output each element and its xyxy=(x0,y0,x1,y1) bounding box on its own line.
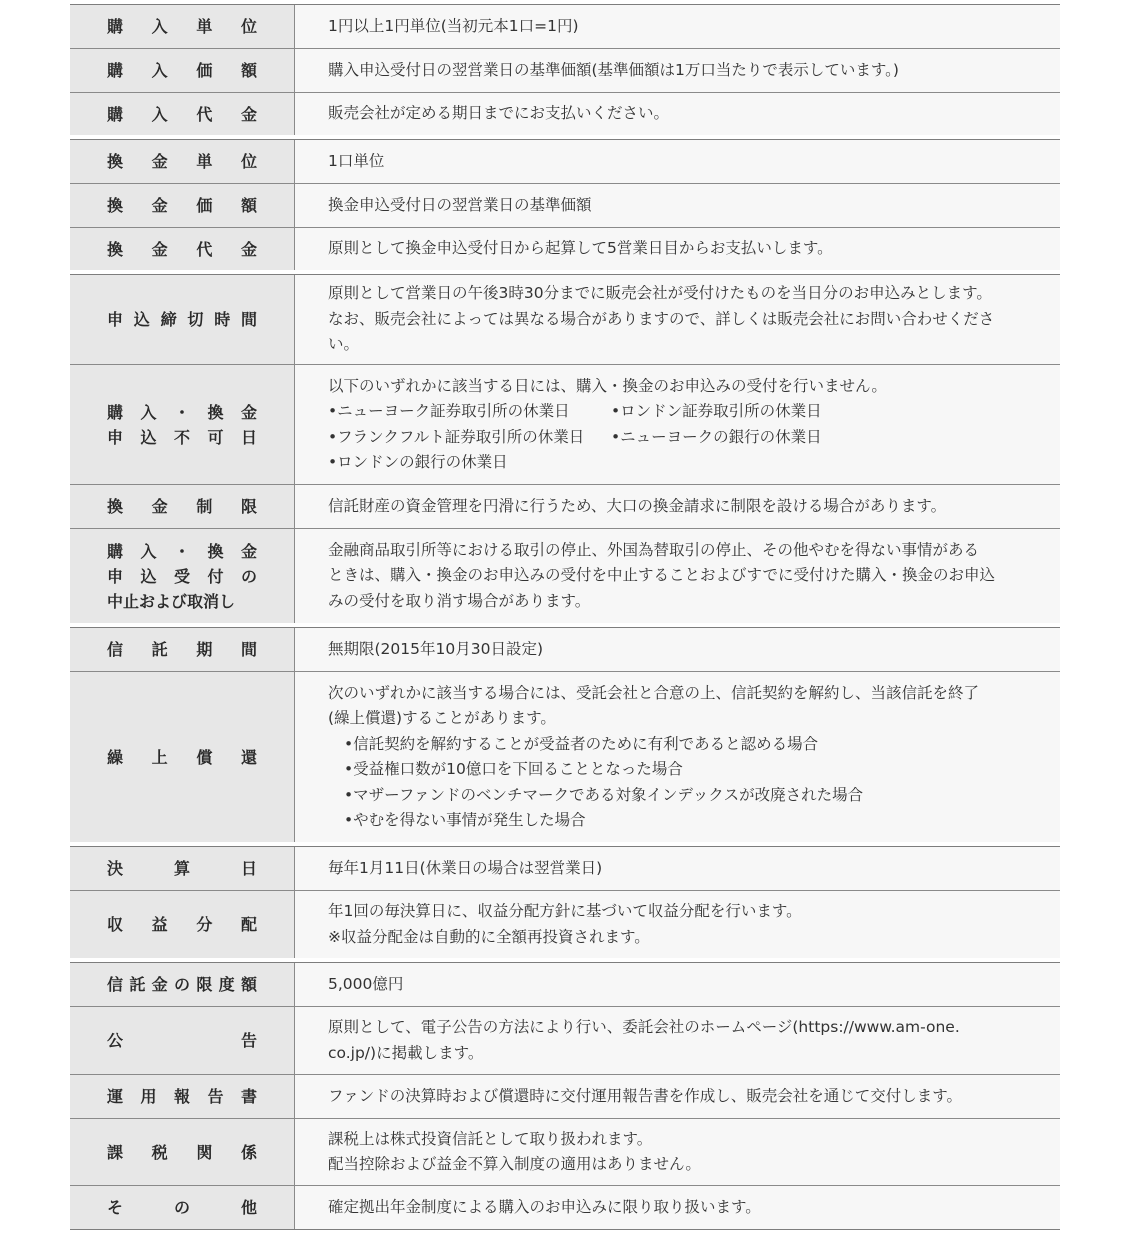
list-item: •フランクフルト証券取引所の休業日 xyxy=(328,427,585,446)
table-row xyxy=(70,485,1060,529)
table-row xyxy=(70,891,1060,958)
table-row xyxy=(70,93,1060,135)
row-value: 無期限(2015年10月30日設定) xyxy=(295,628,1060,671)
row-label: 運 用 報 告 書 xyxy=(70,1075,295,1118)
row-value: 換金申込受付日の翌営業日の基準価額 xyxy=(295,184,1060,227)
list-item: •受益権口数が10億口を下回ることとなった場合 xyxy=(344,760,683,778)
table-row xyxy=(70,1186,1060,1229)
table-row xyxy=(70,847,1060,891)
table-row xyxy=(70,5,1060,49)
row-label: 購 入 代 金 xyxy=(70,93,295,135)
purchase-section xyxy=(70,4,1060,135)
row-label: 収 益 分 配 xyxy=(70,891,295,958)
row-value: 次のいずれかに該当する場合には、受託会社と合意の上、信託契約を解約し、当該信託を終了 (繰上償還)することがあります。 •信託契約を解約することが受益者のために有利であると認める場合 •受益権口数が10億口を下回ることとなった場合 •マザーファンドのベンチマークである対象インデックスが改廃された場合 •やむを得ない事情が発生した場合 xyxy=(295,672,1060,842)
application-section xyxy=(70,274,1060,623)
row-value: 金融商品取引所等における取引の停止、外国為替取引の停止、その他やむを得ない事情がある ときは、購入・換金のお申込みの受付を中止することおよびすでに受付けた購入・換金のお申込 みの受付を取り消す場合があります。 xyxy=(295,529,1060,623)
list-item: •マザーファンドのベンチマークである対象インデックスが改廃された場合 xyxy=(344,785,864,804)
table-row xyxy=(70,228,1060,270)
list-item: •信託契約を解約することが受益者のために有利であると認める場合 xyxy=(344,734,819,753)
table-row xyxy=(70,1007,1060,1075)
row-value: 販売会社が定める期日までにお支払いください。 xyxy=(295,93,1060,135)
row-label: 公 告 xyxy=(70,1007,295,1074)
table-row xyxy=(70,49,1060,93)
fund-terms-table xyxy=(70,4,1060,1230)
row-label: 換 金 単 位 xyxy=(70,140,295,183)
trust-period-section xyxy=(70,627,1060,842)
row-label: 換 金 制 限 xyxy=(70,485,295,528)
row-value: 年1回の毎決算日に、収益分配方針に基づいて収益分配を行います。 ※収益分配金は自動的に全額再投資されます。 xyxy=(295,891,1060,958)
list-item: •ニューヨークの銀行の休業日 xyxy=(611,427,822,446)
row-label: 課 税 関 係 xyxy=(70,1119,295,1185)
row-value: 毎年1月11日(休業日の場合は翌営業日) xyxy=(295,847,1060,890)
table-row xyxy=(70,275,1060,365)
list-item: •ニューヨーク証券取引所の休業日 xyxy=(328,402,570,420)
holiday-list xyxy=(328,399,1036,476)
row-label: 信 託 金 の 限 度 額 xyxy=(70,963,295,1006)
row-label: 購 入 単 位 xyxy=(70,5,295,48)
row-value: 1円以上1円単位(当初元本1口=1円) xyxy=(295,5,1060,48)
row-value: 5,000億円 xyxy=(295,963,1060,1006)
table-row xyxy=(70,365,1060,485)
row-value: 1口単位 xyxy=(295,140,1060,183)
row-value: 購入申込受付日の翌営業日の基準価額(基準価額は1万口当たりで表示しています。) xyxy=(295,49,1060,92)
row-label: 購 入 ・ 換 金 申 込 不 可 日 xyxy=(70,365,295,484)
row-label: 申 込 締 切 時 間 xyxy=(70,275,295,364)
row-value: 確定拠出年金制度による購入のお申込みに限り取り扱います。 xyxy=(295,1186,1060,1229)
list-item: •ロンドンの銀行の休業日 xyxy=(328,453,508,471)
table-row xyxy=(70,140,1060,184)
settlement-section xyxy=(70,846,1060,958)
row-value: 原則として換金申込受付日から起算して5営業日目からお支払いします。 xyxy=(295,228,1060,270)
table-row xyxy=(70,628,1060,672)
table-row xyxy=(70,1075,1060,1119)
row-label: 信 託 期 間 xyxy=(70,628,295,671)
row-value: 課税上は株式投資信託として取り扱われます。 配当控除および益金不算入制度の適用はありません。 xyxy=(295,1119,1060,1185)
row-label: そ の 他 xyxy=(70,1186,295,1229)
row-label: 決 算 日 xyxy=(70,847,295,890)
table-row xyxy=(70,1119,1060,1186)
redemption-section xyxy=(70,139,1060,270)
other-terms-section xyxy=(70,962,1060,1230)
row-label: 繰 上 償 還 xyxy=(70,672,295,842)
row-value: 原則として営業日の午後3時30分までに販売会社が受付けたものを当日分のお申込みとします。 なお、販売会社によっては異なる場合がありますので、詳しくは販売会社にお問い合わせくださ い。 xyxy=(295,275,1060,364)
table-row xyxy=(70,963,1060,1007)
row-label: 換 金 代 金 xyxy=(70,228,295,270)
row-value: 原則として、電子公告の方法により行い、委託会社のホームページ(https://www.am-one. co.jp/)に掲載します。 xyxy=(295,1007,1060,1074)
table-row xyxy=(70,184,1060,228)
row-value: 以下のいずれかに該当する日には、購入・換金のお申込みの受付を行いません。 •ニューヨーク証券取引所の休業日 •ロンドン証券取引所の休業日 •フランクフルト証券取引所の休業日 •ニューヨークの銀行の休業日 •ロンドンの銀行の休業日 xyxy=(295,365,1060,484)
row-label: 購 入 ・ 換 金 申 込 受 付 の 中止および取消し xyxy=(70,529,295,623)
list-item: •やむを得ない事情が発生した場合 xyxy=(344,811,586,829)
list-item: •ロンドン証券取引所の休業日 xyxy=(611,402,822,420)
row-label: 購 入 価 額 xyxy=(70,49,295,92)
row-value: ファンドの決算時および償還時に交付運用報告書を作成し、販売会社を通じて交付します。 xyxy=(295,1075,1060,1118)
table-row xyxy=(70,529,1060,623)
row-label: 換 金 価 額 xyxy=(70,184,295,227)
table-row xyxy=(70,672,1060,842)
row-value: 信託財産の資金管理を円滑に行うため、大口の換金請求に制限を設ける場合があります。 xyxy=(295,485,1060,528)
